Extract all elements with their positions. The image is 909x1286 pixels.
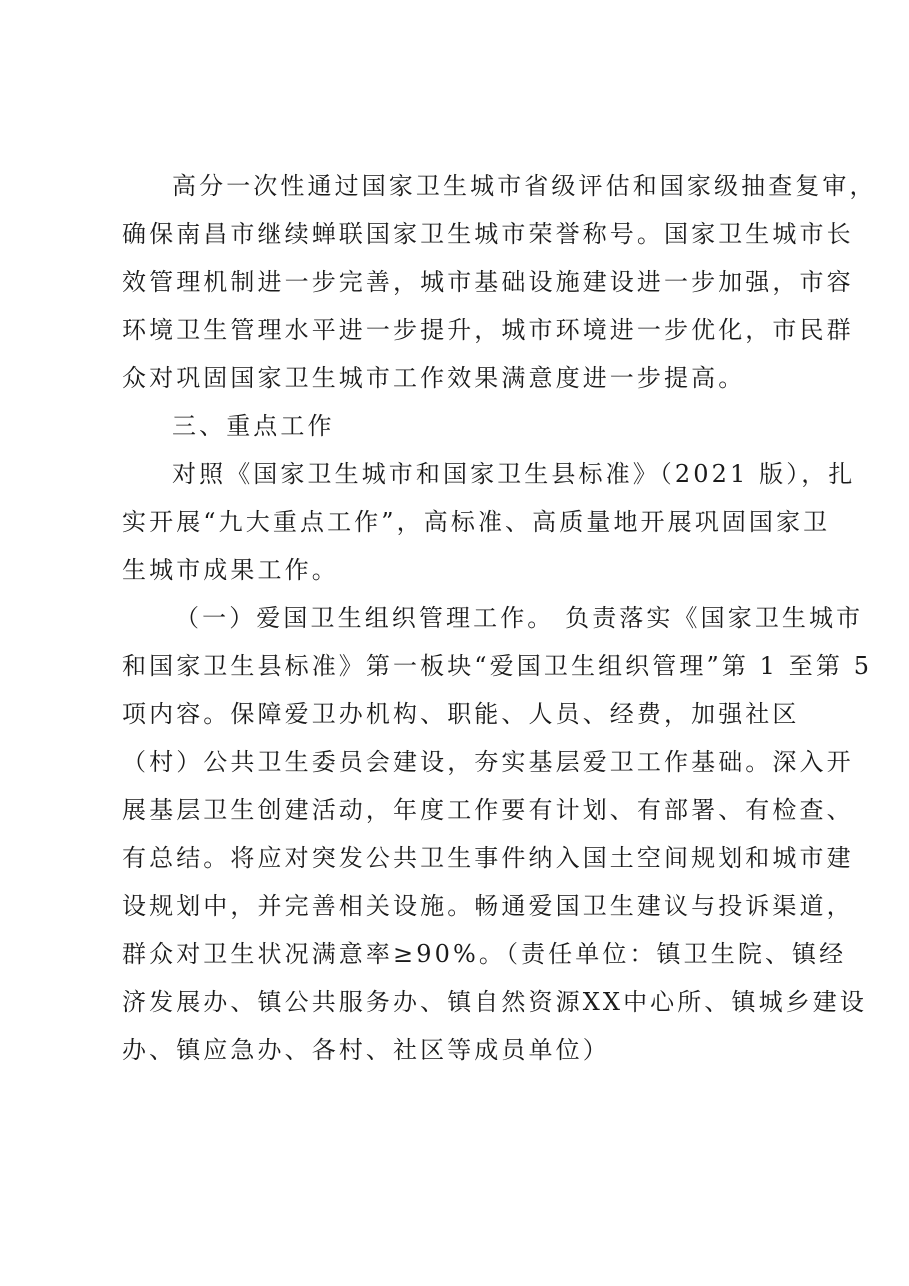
section-heading: 三、重点工作 xyxy=(172,412,335,440)
text-line: 有总结。将应对突发公共卫生事件纳入国土空间规划和城市建 xyxy=(122,844,854,872)
text-line: 确保南昌市继续蝉联国家卫生城市荣誉称号。国家卫生城市长 xyxy=(122,220,854,248)
text-line: 生城市成果工作。 xyxy=(122,556,339,584)
text-line: 群众对卫生状况满意率≥90%。（责任单位：镇卫生院、镇经 xyxy=(122,940,847,968)
text-line: 众对巩固国家卫生城市工作效果满意度进一步提高。 xyxy=(122,364,746,392)
text-line: 办、镇应急办、各村、社区等成员单位） xyxy=(122,1036,610,1064)
text-line: 对照《国家卫生城市和国家卫生县标准》（2021 版），扎 xyxy=(172,460,856,488)
text-line: （村）公共卫生委员会建设，夯实基层爱卫工作基础。深入开 xyxy=(122,748,854,776)
document-body xyxy=(122,162,877,1074)
text-line: 济发展办、镇公共服务办、镇自然资源XX中心所、镇城乡建设 xyxy=(122,988,867,1016)
text-line: 环境卫生管理水平进一步提升，城市环境进一步优化，市民群 xyxy=(122,316,854,344)
text-line: 设规划中，并完善相关设施。畅通爱国卫生建议与投诉渠道， xyxy=(122,892,854,920)
text-line: 展基层卫生创建活动，年度工作要有计划、有部署、有检查、 xyxy=(122,796,854,824)
text-line: 项内容。保障爱卫办机构、职能、人员、经费，加强社区 xyxy=(122,700,800,728)
text-line: 高分一次性通过国家卫生城市省级评估和国家级抽查复审， xyxy=(172,172,877,200)
text-line: 和国家卫生县标准》第一板块“爱国卫生组织管理”第 1 至第 5 xyxy=(122,652,873,680)
text-line: 效管理机制进一步完善，城市基础设施建设进一步加强，市容 xyxy=(122,268,854,296)
text-line: 实开展“九大重点工作”，高标准、高质量地开展巩固国家卫 xyxy=(122,508,831,536)
subsection-heading-line: （一）爱国卫生组织管理工作。 负责落实《国家卫生城市 xyxy=(175,604,864,632)
